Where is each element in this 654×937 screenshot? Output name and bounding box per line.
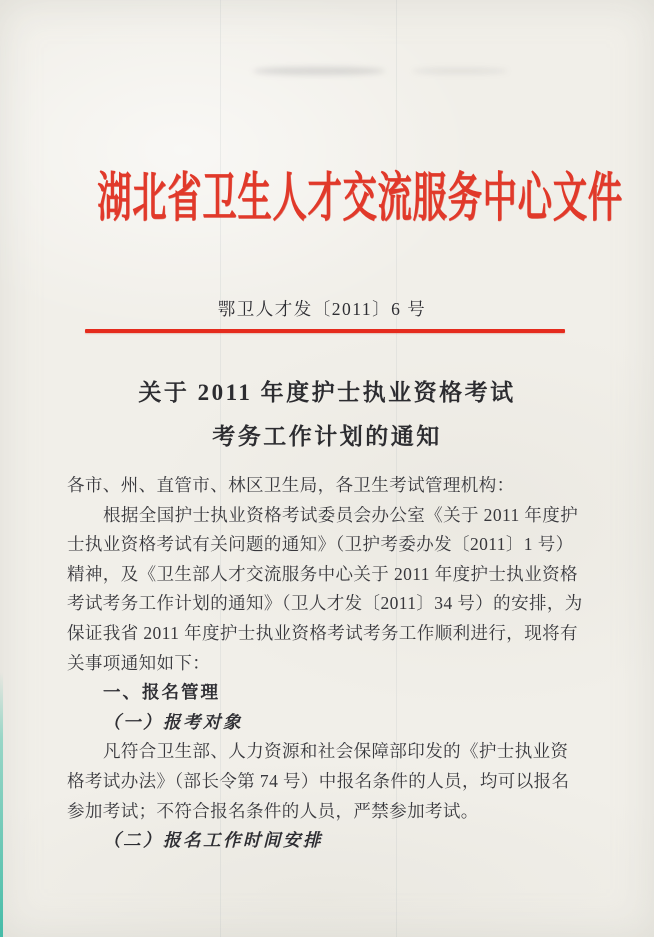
body-line: 参加考试；不符合报名条件的人员，严禁参加考试。 (67, 800, 479, 821)
document-number: 鄂卫人才发〔2011〕6 号 (217, 299, 427, 319)
red-divider-rule (85, 329, 565, 333)
ink-bleed-smudge (253, 67, 385, 75)
letterhead (0, 160, 654, 227)
body-line: 保证我省 2011 年度护士执业资格考试考务工作顺利进行，现将有 (67, 622, 578, 643)
body-line: 根据全国护士执业资格考试委员会办公室《关于 2011 年度护 (103, 504, 579, 525)
subsection-heading-2: （二）报名工作时间安排 (103, 830, 323, 851)
ink-bleed-smudge (412, 68, 508, 74)
body-line: 士执业资格考试有关问题的通知》（卫护考委办发〔2011〕1 号） (67, 534, 574, 555)
letterhead-title: 湖北省卫生人才交流服务中心文件 (97, 169, 623, 228)
subsection-heading-1: （一）报考对象 (103, 711, 243, 732)
document-title-line2: 考务工作计划的通知 (212, 424, 442, 449)
body-line: 格考试办法》（部长令第 74 号）中报名条件的人员，均可以报名 (67, 770, 570, 791)
body-line: 凡符合卫生部、人力资源和社会保障部印发的《护士执业资 (103, 741, 569, 762)
document-body (67, 471, 590, 856)
body-line-salutation: 各市、州、直管市、林区卫生局，各卫生考试管理机构： (67, 475, 515, 495)
section-heading-1: 一、报名管理 (103, 682, 220, 703)
scan-artifact-teal-edge (0, 672, 3, 937)
body-line: 精神，及《卫生部人才交流服务中心关于 2011 年度护士执业资格 (67, 563, 578, 584)
document-title-line1: 关于 2011 年度护士执业资格考试 (138, 380, 516, 405)
body-line: 关事项通知如下： (67, 652, 211, 673)
body-line: 考试考务工作计划的通知》（卫人才发〔2011〕34 号）的安排，为 (67, 593, 583, 614)
